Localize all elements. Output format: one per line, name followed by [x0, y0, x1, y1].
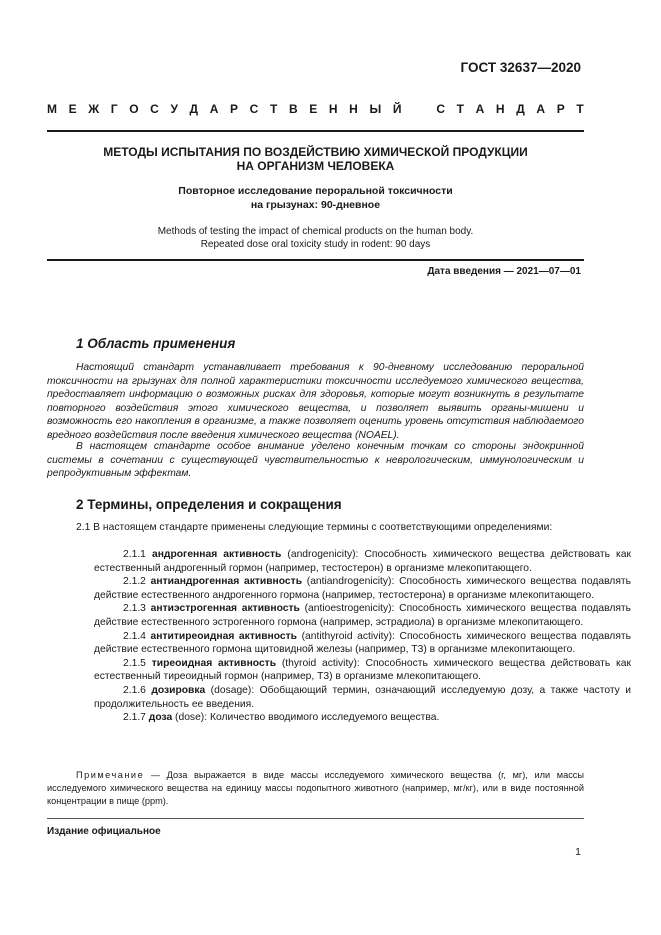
- banner-letter: Т: [576, 102, 584, 116]
- term-definition: (antiandrogenicity): Способность химического вещества подавлять действие естественного андрогенного гормона (например, тестостерона) в организме млекопитающего.: [94, 576, 631, 601]
- note-label: Примечание: [76, 770, 145, 780]
- term-name: доза: [148, 712, 173, 724]
- terms-list: [47, 548, 631, 725]
- clause-2-1-text: 2.1 В настоящем стандарте применены следующие термины с соответствующими определениями:: [76, 522, 553, 533]
- top-rule: [47, 130, 584, 132]
- term-definition: (antioestrogenicity): Способность химического вещества подавлять действие естественного эстрогенного гормона (например, эстрадиола) в организме млекопитающего.: [94, 603, 631, 628]
- term-number: 2.1.4: [123, 630, 146, 642]
- note-text: — Доза выражается в виде массы исследуемого химического вещества (г, мг), или массы исследуемого химического вещества на единицу массы подопытного животного (например, мг/кг), или в виде постоянной концентрации в пище (ppm).: [47, 770, 584, 806]
- document-title: [47, 145, 584, 173]
- footer-rule: [47, 818, 584, 819]
- title-line-1: МЕТОДЫ ИСПЫТАНИЯ ПО ВОЗДЕЙСТВИЮ ХИМИЧЕСКОЙ ПРОДУКЦИИ: [103, 145, 528, 159]
- banner-letter: С: [150, 102, 159, 116]
- banner-letter: О: [129, 102, 139, 116]
- banner-letter: Н: [495, 102, 505, 116]
- term-definition: (androgenicity): Способность химического вещества действовать как естественный андрогенный гормон (например, тестостерон) в организме млекопитающего.: [94, 549, 631, 574]
- term-item: [94, 630, 631, 657]
- section-1-paragraph-1: [47, 361, 584, 443]
- banner-letter: Д: [189, 102, 199, 116]
- term-item: [94, 711, 631, 725]
- section-1-paragraph-2-text: В настоящем стандарте особое внимание уделено конечным точкам со стороны эндокринной системы в сочетании с существующей чувствительностью к неврологическим, иммунологическим и репродуктивным эффектам.: [47, 441, 584, 480]
- banner-letter: Т: [269, 102, 278, 116]
- banner-letter: Р: [556, 102, 565, 116]
- official-edition-label: Издание официальное: [47, 826, 161, 837]
- term-item: [94, 602, 631, 629]
- banner-letter: М: [47, 102, 57, 116]
- term-number: 2.1.7: [123, 712, 146, 724]
- clause-2-1: [47, 521, 584, 535]
- banner-letter: Й: [392, 102, 402, 116]
- term-name: андрогенная активность: [151, 549, 282, 560]
- term-definition: (dose): Количество вводимого исследуемого вещества.: [172, 712, 440, 724]
- banner-letter: Н: [349, 102, 358, 116]
- banner-letter: Е: [309, 102, 318, 116]
- english-title: [47, 225, 584, 251]
- banner-letter: Ж: [88, 102, 100, 116]
- banner-letter: Н: [328, 102, 338, 116]
- english-title-line-2: Repeated dose oral toxicity study in rodent: 90 days: [200, 239, 431, 250]
- term-definition: (dosage): Обобщающий термин, означающий исследуемую дозу, а также частоту и продолжительность ее введения.: [94, 684, 631, 710]
- section-2-heading: 2 Термины, определения и сокращения: [76, 497, 342, 512]
- banner-letter: Е: [68, 102, 77, 116]
- english-title-line-1: Methods of testing the impact of chemical products on the human body.: [157, 226, 474, 237]
- term-item: [94, 657, 631, 684]
- note: [47, 769, 584, 807]
- banner-letter: С: [249, 102, 259, 116]
- banner-letter: В: [288, 102, 298, 116]
- term-item: [94, 548, 631, 575]
- term-number: 2.1.2: [123, 576, 146, 588]
- banner-letter: А: [536, 102, 546, 116]
- term-number: 2.1.3: [123, 603, 146, 615]
- title-rule: [47, 259, 584, 261]
- title-line-2: НА ОРГАНИЗМ ЧЕЛОВЕКА: [236, 159, 395, 173]
- page-number: 1: [575, 846, 581, 858]
- term-name: антиандрогенная активность: [150, 576, 303, 588]
- term-definition: (thyroid activity): Способность химического вещества действовать как естественный тиреоидный гормон (например, Т3) в организме млекопитающего.: [94, 657, 631, 683]
- banner-letter: Г: [110, 102, 118, 116]
- term-number: 2.1.5: [123, 657, 146, 669]
- banner-letter: Д: [516, 102, 525, 116]
- banner-letter: Т: [456, 102, 464, 116]
- term-name: дозировка: [151, 684, 206, 696]
- banner-letter: А: [209, 102, 219, 116]
- banner-letter: А: [475, 102, 485, 116]
- term-number: 2.1.1: [123, 549, 146, 560]
- subtitle-line-1: Повторное исследование пероральной токсичности: [178, 185, 453, 197]
- term-item: [94, 684, 631, 711]
- interstate-standard-banner: [47, 102, 584, 116]
- banner-letter: Ы: [369, 102, 382, 116]
- term-name: тиреоидная активность: [151, 657, 277, 669]
- standard-number: ГОСТ 32637—2020: [460, 60, 581, 75]
- document-subtitle: [47, 184, 584, 212]
- introduction-date: Дата введения — 2021—07—01: [427, 266, 581, 277]
- term-name: антитиреоидная активность: [150, 630, 297, 642]
- section-1-paragraph-1-text: Настоящий стандарт устанавливает требования к 90-дневному исследованию пероральной токсичности на грызунах для полной характеристики токсичности исследуемого химического вещества, предоставляет информацию о возможных рисках для здоровья, которые могут возникнуть в результате повторного воздействия этого химического вещества, и позволяет выявить органы-мишени и возможность его накопления в организме, а также позволяет оценить уровень отсутствия наблюдаемого вредного воздействия после введения химического вещества (NOAEL).: [47, 362, 584, 441]
- term-item: [94, 575, 631, 602]
- section-1-paragraph-2: [47, 440, 584, 481]
- banner-letter: С: [436, 102, 446, 116]
- banner-letter: У: [170, 102, 178, 116]
- section-1-heading: 1 Область применения: [76, 336, 236, 351]
- term-name: антиэстрогенная активность: [150, 603, 300, 615]
- banner-letter: Р: [230, 102, 239, 116]
- term-number: 2.1.6: [123, 684, 146, 696]
- term-definition: (antithyroid activity): Способность химического вещества подавлять действие естественного гормона щитовидной железы (например, Т3) в организме млекопитающего.: [94, 630, 631, 656]
- subtitle-line-2: на грызунах: 90-дневное: [250, 199, 381, 211]
